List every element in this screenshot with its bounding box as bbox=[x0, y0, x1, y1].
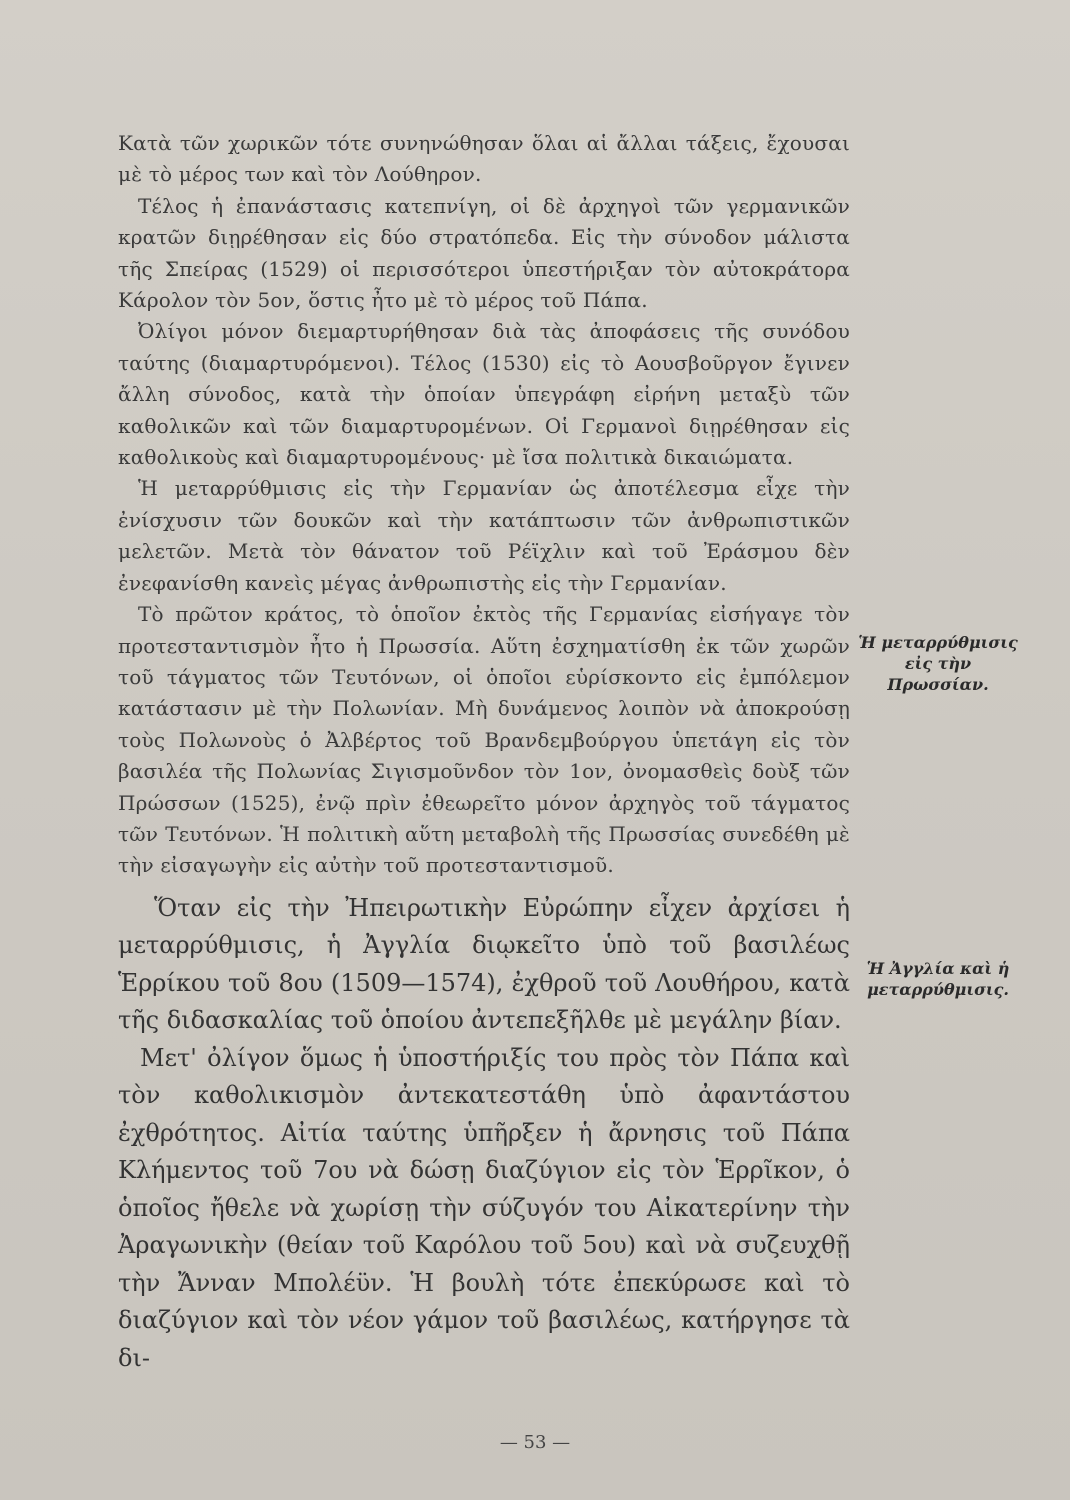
paragraph-prussia: Τὸ πρῶτον κράτος, τὸ ὁποῖον ἐκτὸς τῆς Γερμανίας εἰσήγαγε τὸν προτεσταντισμὸν ἦτο ἡ Πρωσσία. Αὕτη ἐσχηματίσθη ἐκ τῶν χωρῶν τοῦ τάγματος τῶν Τευτόνων, οἱ ὁποῖοι εὑρίσκοντο εἰς ἐμπόλεμον κατάστασιν μὲ τὴν Πολωνίαν. Μὴ δυνάμενος λοιπὸν νὰ ἀποκρούσῃ τοὺς Πολωνοὺς ὁ Ἀλβέρτος τοῦ Βρανδεμβούργου ὑπετάγη εἰς τὸν βασιλέα τῆς Πολωνίας Σιγισμοῦνδον τὸν 1ον, ὀνομασθεὶς δοὺξ τῶν Πρώσσων (1525), ἐνῷ πρὶν ἐθεωρεῖτο μόνον ἀρχηγὸς τοῦ τάγματος τῶν Τευτόνων. Ἡ πολιτικὴ αὕτη μεταβολὴ τῆς Πρωσσίας συνεδέθη μὲ τὴν εἰσαγωγὴν εἰς αὐτὴν τοῦ προτεσταντισμοῦ. bbox=[118, 602, 850, 878]
paragraph-reformation-effects: Ἡ μεταρρύθμισις εἰς τὴν Γερμανίαν ὡς ἀποτέλεσμα εἶχε τὴν ἐνίσχυσιν τῶν δουκῶν καὶ τὴν κατάπτωσιν τῶν ἀνθρωπιστικῶν μελετῶν. Μετὰ τὸν θάνατον τοῦ Ρέϊχλιν καὶ τοῦ Ἐράσμου δὲν ἐνεφανίσθη κανεὶς μέγας ἀνθρωπιστὴς εἰς τὴν Γερμανίαν. bbox=[118, 476, 850, 595]
paragraph-divorce: Μετ' ὀλίγον ὅμως ἡ ὑποστήριξίς του πρὸς τὸν Πάπα καὶ τὸν καθολικισμὸν ἀντεκατεστάθη ὑπὸ ἀφαντάστου ἐχθρότητος. Αἰτία ταύτης ὑπῆρξεν ἡ ἄρνησις τοῦ Πάπα Κλήμεντος τοῦ 7ου νὰ δώσῃ διαζύγιον εἰς τὸν Ἑρρῖκον, ὁ ὁποῖος ἤθελε νὰ χωρίσῃ τὴν σύζυγόν του Αἰκατερίνην τὴν Ἀραγωνικὴν (θείαν τοῦ Καρόλου τοῦ 5ου) καὶ νὰ συζευχθῇ τὴν Ἄνναν Μπολέϋν. Ἡ βουλὴ τότε ἐπεκύρωσε καὶ τὸ διαζύγιον καὶ τὸν νέον γάμον τοῦ βασιλέως, κατήργησε τὰ δι- bbox=[118, 1043, 850, 1372]
main-text bbox=[118, 128, 850, 1377]
paragraph-revolt-end: Τέλος ἡ ἐπανάστασις κατεπνίγη, οἱ δὲ ἀρχηγοὶ τῶν γερμανικῶν κρατῶν διῃρέθησαν εἰς δύο στρατόπεδα. Εἰς τὴν σύνοδον μάλιστα τῆς Σπείρας (1529) οἱ περισσότεροι ὑπεστήριξαν τὸν αὐτοκράτορα Κάρολον τὸν 5ον, ὅστις ἦτο μὲ τὸ μέρος τοῦ Πάπα. bbox=[118, 193, 850, 313]
small-print-section bbox=[118, 128, 850, 882]
page-number: — 53 — bbox=[499, 1432, 571, 1453]
large-print-section bbox=[118, 890, 850, 1378]
paragraph-england: Ὅταν εἰς τὴν Ἠπειρωτικὴν Εὐρώπην εἶχεν ἀρχίσει ἡ μεταρρύθμισις, ἡ Ἀγγλία διῳκεῖτο ὑπὸ τοῦ βασιλέως Ἑρρίκου τοῦ 8ου (1509—1574), ἐχθροῦ τοῦ Λουθήρου, κατὰ τῆς διδασκαλίας τοῦ ὁποίου ἀντεπεξῆλθε μὲ μεγάλην βίαν. bbox=[118, 893, 850, 1035]
paragraph-protestants: Ὀλίγοι μόνον διεμαρτυρήθησαν διὰ τὰς ἀποφάσεις τῆς συνόδου ταύτης (διαμαρτυρόμενοι). Τέλος (1530) εἰς τὸ Αουσβοῦργον ἔγινεν ἄλλη σύνοδος, κατὰ τὴν ὁποίαν ὑπεγράφη εἰρήνη μεταξὺ τῶν καθολικῶν καὶ τῶν διαμαρτυρομένων. Οἱ Γερμανοὶ διῃρέθησαν εἰς καθολικοὺς καὶ διαμαρτυρομένους· μὲ ἴσα πολιτικὰ δικαιώματα. bbox=[118, 319, 850, 470]
margin-note-prussia: Ἡ μεταρρύθμισις εἰς τὴν Πρωσσίαν. bbox=[858, 633, 1018, 694]
paragraph-peasants: Κατὰ τῶν χωρικῶν τότε συνηνώθησαν ὅλαι αἱ ἄλλαι τάξεις, ἔχουσαι μὲ τὸ μέρος των καὶ τὸν Λούθηρον. bbox=[118, 131, 850, 187]
margin-note-england: Ἡ Ἀγγλία καὶ ἡ μεταρρύθμισις. bbox=[866, 959, 1010, 999]
